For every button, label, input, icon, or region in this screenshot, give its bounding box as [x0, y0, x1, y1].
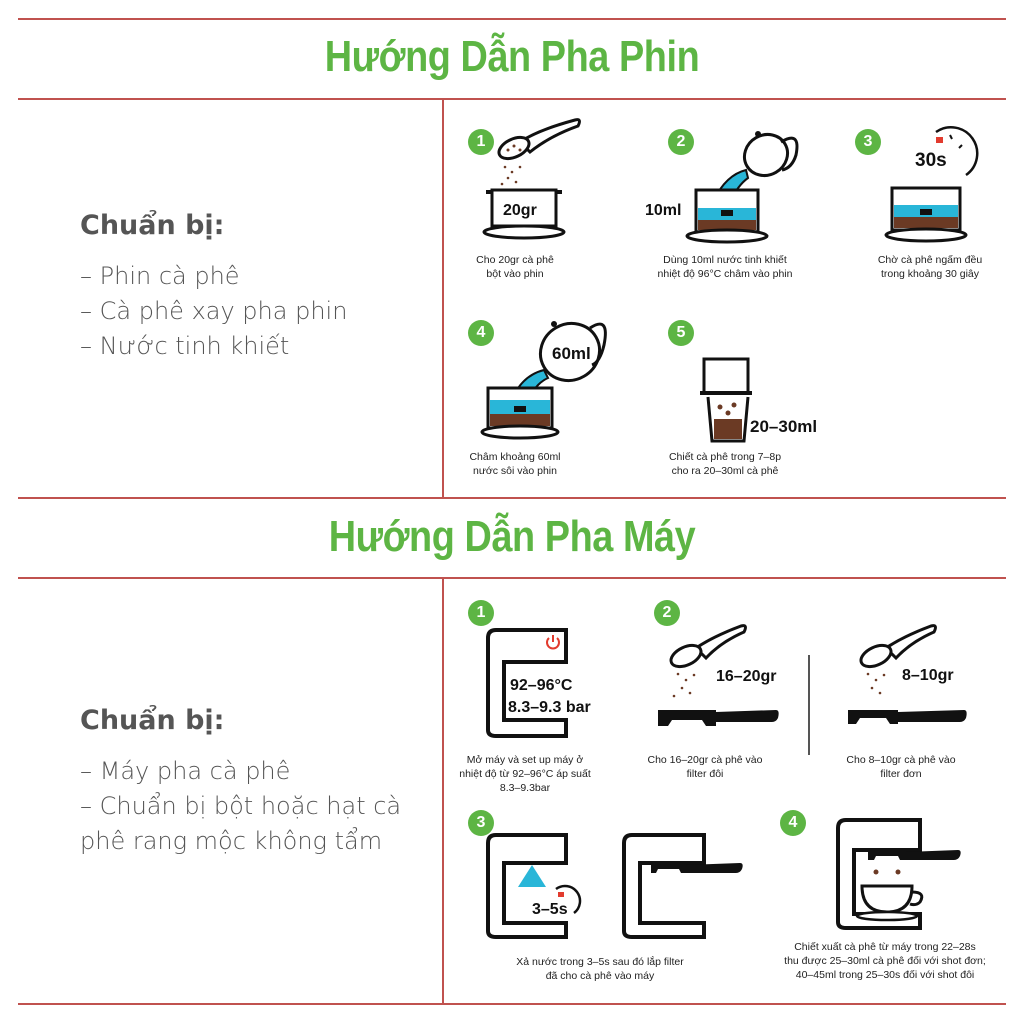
- may-step1-temp: 92–96°C: [510, 677, 573, 694]
- caption-line: Chiết xuất cà phê từ máy trong 22–28s: [794, 941, 976, 953]
- step-badge: 1: [468, 600, 494, 626]
- caption-line: nhiệt độ từ 92–96°C áp suất: [459, 768, 591, 780]
- caption-line: Mở máy và set up máy ở: [466, 754, 584, 766]
- phin-step4-caption: [450, 450, 580, 478]
- phin-wait-illustration: [886, 125, 976, 245]
- caption-line: Cho 20gr cà phê: [476, 254, 554, 266]
- divider-top: [18, 18, 1006, 20]
- divider-phin-header: [18, 98, 1006, 100]
- may-title: Hướng Dẫn Pha Máy: [328, 512, 696, 561]
- phin-kettle-pour-illustration: [482, 310, 612, 445]
- caption-line: filter đơn: [880, 768, 922, 780]
- phin-filter-icon: [886, 188, 966, 241]
- phin-step2-caption: [640, 253, 810, 281]
- may-step4-caption: [760, 940, 1010, 982]
- caption-line: cho ra 20–30ml cà phê: [671, 465, 779, 477]
- phin-prep-item: – Nước tinh khiết: [80, 332, 290, 360]
- caption-line: Xả nước trong 3–5s sau đó lắp filter: [516, 956, 684, 968]
- caption-line: đã cho cà phê vào máy: [545, 970, 655, 982]
- caption-line: trong khoảng 30 giây: [880, 268, 980, 280]
- step-badge: 4: [468, 320, 494, 346]
- phin-spoon-filter-illustration: [480, 112, 590, 247]
- step-badge: 1: [468, 129, 494, 155]
- caption-line: 40–45ml trong 25–30s đối với shot đôi: [795, 969, 975, 981]
- caption-line: filter đôi: [686, 768, 724, 780]
- phin-step1-caption: [450, 253, 580, 281]
- step-badge: 2: [654, 600, 680, 626]
- phin-step4-label: 60ml: [552, 344, 591, 363]
- caption-line: thu được 25–30ml cà phê đối với shot đơn;: [784, 955, 986, 967]
- may-step1-caption: [450, 753, 600, 795]
- cup-icon: [857, 886, 922, 920]
- caption-line: Cho 8–10gr cà phê vào: [846, 754, 956, 766]
- step-badge: 3: [468, 810, 494, 836]
- caption-line: Cho 16–20gr cà phê vào: [647, 754, 763, 766]
- phin-kettle-pour-illustration: [686, 120, 806, 245]
- phin-step1-label: 20gr: [503, 202, 537, 219]
- cup-icon: [708, 397, 748, 441]
- option-separator: [808, 655, 810, 755]
- phin-prep: [80, 210, 347, 364]
- spoon-icon: [668, 626, 746, 671]
- may-step2b-label: 8–10gr: [902, 667, 954, 684]
- divider-may-column: [442, 577, 444, 1003]
- step-badge: 4: [780, 810, 806, 836]
- phin-prep-item: – Cà phê xay pha phin: [80, 297, 348, 325]
- may-step2b-caption: [836, 753, 966, 781]
- portafilter-icon: [848, 710, 967, 724]
- extraction-illustration: [836, 820, 966, 932]
- step-badge: 2: [668, 129, 694, 155]
- may-prep-item: – Chuẩn bị bột hoặc hạt cà: [80, 792, 402, 820]
- phin-step2-label: 10ml: [645, 202, 682, 219]
- may-prep: [80, 705, 401, 859]
- may-step2-label: 16–20gr: [716, 668, 777, 685]
- divider-middle: [18, 497, 1006, 499]
- caption-line: nước sôi vào phin: [473, 465, 557, 477]
- caption-line: Dùng 10ml nước tinh khiết: [663, 254, 787, 266]
- phin-filter-icon: [687, 190, 767, 242]
- phin-drip-cup-illustration: [698, 355, 758, 445]
- caption-line: Chờ cà phê ngấm đều: [877, 254, 983, 266]
- may-step1-pressure: 8.3–9.3 bar: [508, 699, 591, 716]
- divider-phin-column: [442, 98, 444, 497]
- spoon-icon: [496, 120, 580, 163]
- caption-line: Châm khoảng 60ml: [469, 451, 561, 463]
- phin-title: Hướng Dẫn Pha Phin: [324, 32, 700, 81]
- portafilter-icon: [658, 710, 779, 726]
- divider-may-header: [18, 577, 1006, 579]
- phin-step3-caption: [860, 253, 1000, 281]
- may-step3-caption: [490, 955, 710, 983]
- may-prep-item: – Máy pha cà phê: [80, 757, 291, 785]
- phin-prep-item: – Phin cà phê: [80, 262, 240, 290]
- caption-line: nhiệt độ 96°C châm vào phin: [657, 268, 793, 280]
- may-prep-title: Chuẩn bị:: [80, 705, 225, 736]
- step-badge: 5: [668, 320, 694, 346]
- may-step3-label: 3–5s: [532, 901, 568, 918]
- phin-prep-title: Chuẩn bị:: [80, 210, 225, 241]
- caption-line: bột vào phin: [486, 268, 544, 280]
- phin-step5-caption: [650, 450, 800, 478]
- phin-step3-label: 30s: [915, 150, 947, 171]
- phin-filter-icon: [482, 388, 558, 438]
- flush-and-attach-illustration: [486, 835, 746, 945]
- espresso-machine-icon: [624, 835, 704, 937]
- caption-line: Chiết cà phê trong 7–8p: [668, 451, 782, 463]
- may-step2-caption: [640, 753, 770, 781]
- caption-line: 8.3–9.3bar: [499, 782, 551, 794]
- step-badge: 3: [855, 129, 881, 155]
- divider-bottom: [18, 1003, 1006, 1005]
- phin-filter-icon: [700, 359, 752, 395]
- water-drop-icon: [518, 865, 546, 887]
- may-prep-item: phê rang mộc không tẩm: [80, 827, 383, 855]
- phin-step5-label: 20–30ml: [750, 417, 818, 436]
- spoon-icon: [858, 626, 936, 671]
